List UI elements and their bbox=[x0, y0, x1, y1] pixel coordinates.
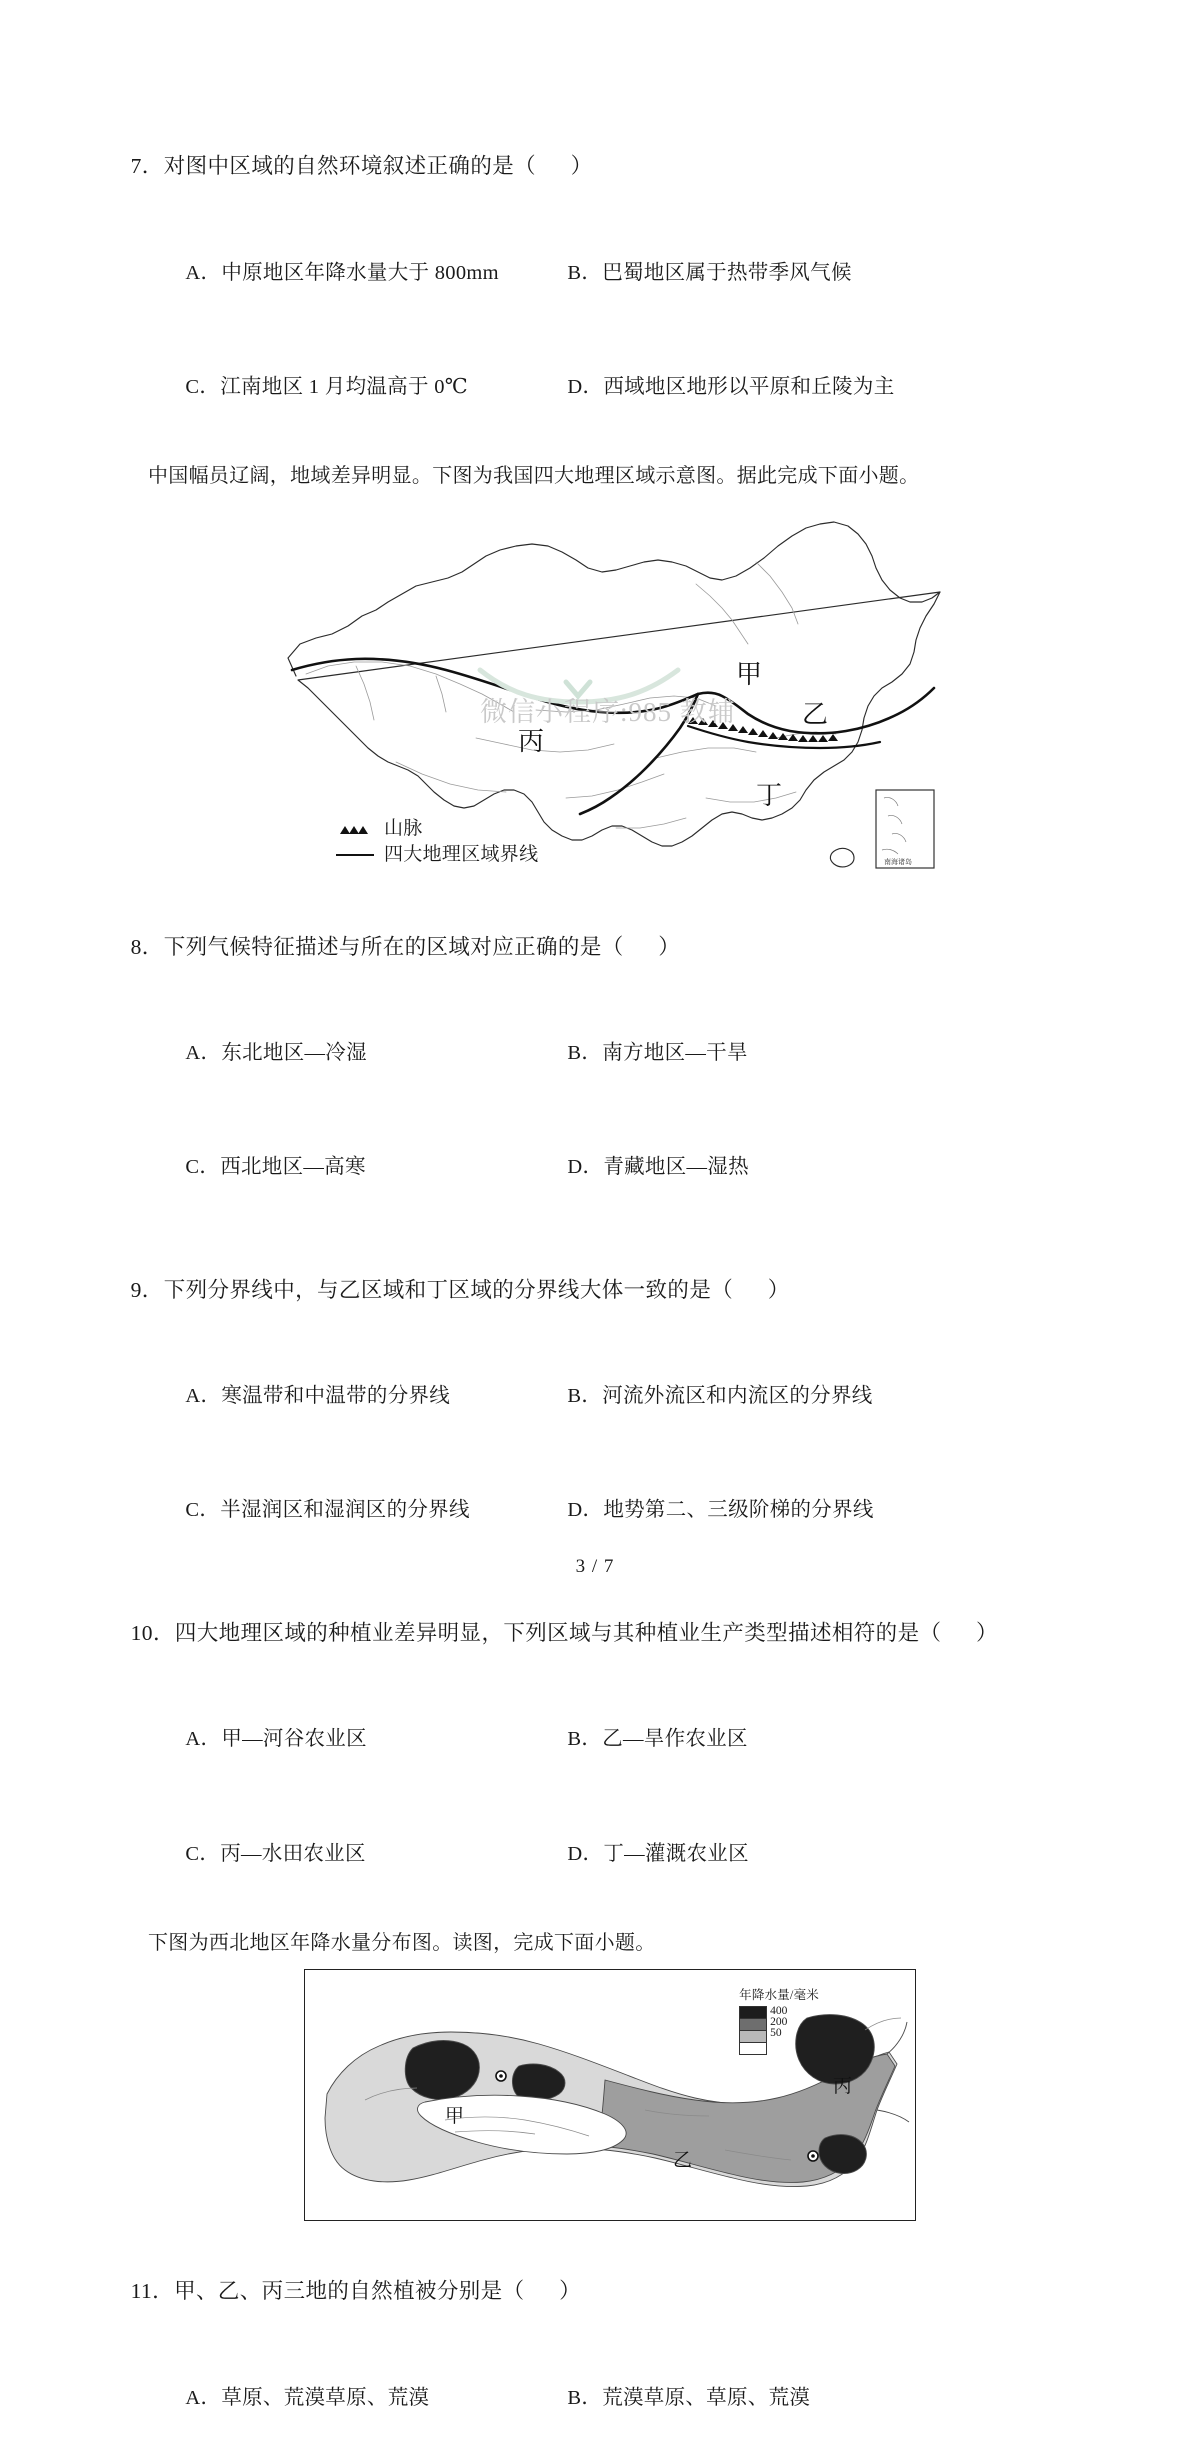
legend-item-boundary bbox=[336, 842, 538, 868]
question-11-options-row-1 bbox=[96, 2352, 1096, 2444]
china-regions-map-svg bbox=[236, 498, 956, 870]
legend-swatches bbox=[739, 2006, 819, 2055]
question-7-option-c[interactable] bbox=[142, 341, 524, 433]
legend-label-boundary: 四大地理区域界线 bbox=[384, 844, 539, 866]
option-label: C． bbox=[185, 1499, 221, 1522]
figure-nw-precipitation bbox=[304, 1969, 916, 2221]
question-9-stem bbox=[96, 1242, 1096, 1339]
legend-value-200: 200 bbox=[770, 2016, 788, 2028]
option-label: A． bbox=[185, 2386, 222, 2409]
intro-paragraph-2: 下图为西北地区年降水量分布图。读图，完成下面小题。 bbox=[148, 1932, 656, 1954]
option-text: 南方地区—干旱 bbox=[602, 1041, 748, 1064]
question-10-option-c[interactable] bbox=[142, 1808, 524, 1900]
inset-label: 南海诸岛 bbox=[884, 858, 912, 867]
question-7-number: 7． bbox=[130, 154, 164, 179]
option-label: A． bbox=[185, 1385, 222, 1407]
nw-label-jia: 甲 bbox=[445, 2106, 465, 2127]
option-label: B． bbox=[567, 261, 603, 284]
option-text: 草原、荒漠草原、荒漠 bbox=[221, 2386, 430, 2409]
south-china-sea-inset bbox=[876, 790, 934, 868]
option-label: C． bbox=[185, 375, 221, 398]
option-text: 西域地区地形以平原和丘陵为主 bbox=[603, 375, 895, 398]
option-text: 东北地区—冷湿 bbox=[221, 1041, 367, 1064]
question-10-option-a[interactable] bbox=[142, 1694, 524, 1786]
swatch-200 bbox=[740, 2019, 766, 2031]
mountain-range-icon bbox=[336, 822, 374, 836]
legend-item-mountain bbox=[336, 816, 538, 842]
page-content bbox=[96, 118, 1096, 2450]
question-9-option-a[interactable] bbox=[142, 1350, 524, 1442]
option-text: 荒漠草原、草原、荒漠 bbox=[602, 2386, 811, 2409]
option-text: 乙—旱作农业区 bbox=[602, 1728, 748, 1751]
option-label: C． bbox=[185, 1156, 221, 1178]
question-9-text: 下列分界线中，与乙区域和丁区域的分界线大体一致的是（ ） bbox=[163, 1277, 790, 1302]
region-label-jia: 甲 bbox=[736, 660, 763, 690]
option-label: A． bbox=[185, 261, 222, 284]
nw-label-yi: 乙 bbox=[673, 2150, 693, 2171]
question-8-options-row-2 bbox=[96, 1121, 1096, 1213]
option-text: 西北地区—高寒 bbox=[220, 1156, 366, 1178]
question-11-option-b[interactable] bbox=[524, 2352, 1096, 2444]
question-7-text: 对图中区域的自然环境叙述正确的是（ ） bbox=[163, 154, 593, 179]
map-legend bbox=[336, 816, 538, 868]
question-10-options-row-1 bbox=[96, 1694, 1096, 1786]
option-label: A． bbox=[185, 1728, 222, 1751]
question-7-options-row-2 bbox=[96, 341, 1096, 433]
precipitation-legend bbox=[739, 1988, 819, 2055]
question-7-options-row-1 bbox=[96, 227, 1096, 319]
boundary-line-icon bbox=[336, 854, 374, 856]
question-8-option-d[interactable] bbox=[524, 1121, 1096, 1213]
legend-value-50: 50 bbox=[770, 2027, 782, 2039]
legend-value-400: 400 bbox=[770, 2005, 788, 2017]
swatch-400 bbox=[740, 2007, 766, 2019]
question-11-number: 11． bbox=[130, 2279, 175, 2304]
question-10-option-d[interactable] bbox=[524, 1808, 1096, 1900]
region-label-yi: 乙 bbox=[802, 700, 829, 730]
option-text: 寒温带和中温带的分界线 bbox=[221, 1385, 451, 1407]
option-label: D． bbox=[567, 1156, 604, 1178]
option-label: B． bbox=[567, 2386, 603, 2409]
nw-label-bing: 丙 bbox=[833, 2076, 853, 2097]
region-label-ding: 丁 bbox=[756, 781, 783, 811]
option-label: B． bbox=[567, 1041, 603, 1064]
question-11-option-a[interactable] bbox=[142, 2352, 524, 2444]
legend-title: 年降水量/毫米 bbox=[739, 1988, 819, 2002]
option-label: C． bbox=[185, 1842, 221, 1865]
option-text: 地势第二、三级阶梯的分界线 bbox=[603, 1499, 874, 1522]
option-text: 青藏地区—湿热 bbox=[603, 1156, 749, 1178]
question-11-text: 甲、乙、丙三地的自然植被分别是（ ） bbox=[174, 2279, 582, 2304]
question-7-option-d[interactable] bbox=[524, 341, 1096, 433]
question-9-options-row-1 bbox=[96, 1350, 1096, 1442]
question-9-option-b[interactable] bbox=[524, 1350, 1096, 1442]
question-8-option-c[interactable] bbox=[142, 1121, 524, 1213]
question-8-number: 8． bbox=[130, 934, 164, 959]
question-7-option-b[interactable] bbox=[524, 227, 1096, 319]
legend-label-mountain: 山脉 bbox=[384, 818, 423, 840]
question-8-option-b[interactable] bbox=[524, 1007, 1096, 1099]
option-text: 丁—灌溉农业区 bbox=[603, 1842, 749, 1865]
option-text: 丙—水田农业区 bbox=[220, 1842, 366, 1865]
question-10-stem bbox=[96, 1585, 1096, 1682]
question-10-options-row-2 bbox=[96, 1808, 1096, 1900]
swatch-lowest bbox=[740, 2043, 766, 2054]
question-10-text: 四大地理区域的种植业差异明显，下列区域与其种植业生产类型描述相符的是（ ） bbox=[174, 1621, 998, 1645]
intro-paragraph-1: 中国幅员辽阔，地域差异明显。下图为我国四大地理区域示意图。据此完成下面小题。 bbox=[148, 465, 920, 488]
option-label: D． bbox=[567, 1842, 604, 1865]
option-text: 河流外流区和内流区的分界线 bbox=[602, 1385, 873, 1407]
question-9-options-row-2 bbox=[96, 1465, 1096, 1557]
question-7-stem bbox=[96, 118, 1096, 215]
option-label: B． bbox=[567, 1728, 603, 1751]
option-label: A． bbox=[185, 1041, 222, 1064]
page-number-footer: 3 / 7 bbox=[575, 1556, 615, 1577]
option-text: 半湿润区和湿润区的分界线 bbox=[220, 1499, 470, 1522]
question-10-option-b[interactable] bbox=[524, 1694, 1096, 1786]
nw-precipitation-map-svg bbox=[305, 1970, 915, 2220]
swatch-50 bbox=[740, 2031, 766, 2043]
figure-china-four-regions bbox=[96, 498, 1096, 876]
watermark-text: 微信小程序:985 教辅 bbox=[480, 697, 736, 727]
question-8-options-row-1 bbox=[96, 1007, 1096, 1099]
question-8-stem bbox=[96, 898, 1096, 995]
question-9-option-c[interactable] bbox=[142, 1465, 524, 1557]
question-8-option-a[interactable] bbox=[142, 1007, 524, 1099]
option-text: 中原地区年降水量大于 800mm bbox=[221, 261, 499, 284]
question-9-number: 9． bbox=[130, 1277, 164, 1302]
option-text: 江南地区 1 月均温高于 0℃ bbox=[220, 375, 468, 398]
option-label: D． bbox=[567, 1499, 604, 1522]
question-11-stem bbox=[96, 2243, 1096, 2340]
option-text: 巴蜀地区属于热带季风气候 bbox=[602, 261, 852, 284]
question-9-option-d[interactable] bbox=[524, 1465, 1096, 1557]
option-label: B． bbox=[567, 1385, 603, 1407]
question-10-number: 10． bbox=[130, 1621, 175, 1645]
option-text: 甲—河谷农业区 bbox=[221, 1728, 367, 1751]
region-label-bing: 丙 bbox=[518, 727, 545, 757]
question-7-option-a[interactable] bbox=[142, 227, 524, 319]
question-8-text: 下列气候特征描述与所在的区域对应正确的是（ ） bbox=[163, 934, 681, 959]
option-label: D． bbox=[567, 375, 604, 398]
